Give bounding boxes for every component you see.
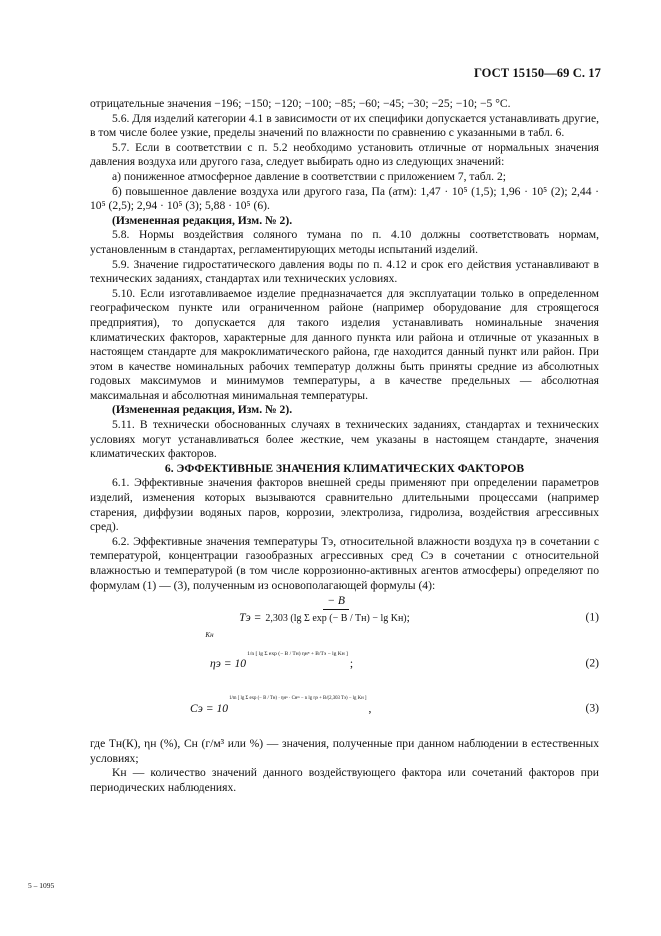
paragraph: 5.8. Нормы воздействия соляного тумана по п. 4.10 должны соответствовать нормам, установленным в стандартах, регламентирующих методы испытаний изделий. — [90, 228, 599, 256]
paragraph: б) повышенное давление воздуха или другого газа, Па (атм): 1,47 · 10⁵ (1,5); 1,96 · 10⁵ (2); 2,44 · 10⁵ (2,5); 2,94 · 10⁵ (3); 5,88 · 10⁵ (6). — [90, 184, 599, 213]
paragraph: 5.10. Если изготавливаемое изделие предназначается для эксплуатации только в определенном географическом пункте или ограниченном районе (например оборудование для строящегося предприятия), то допускается для такого изделия устанавливать номинальные значения климатических факторов, характерные для данного пункта или района и отличные от указанных в настоящем стандарте для макроклиматического района, где находится данный пункт или район. При этом в качестве номинальных рабочих температур должны быть приняты средние из абсолютных годовых максимумов и минимумов температуры, а в качестве предельных — абсолютная максимальная и абсолютная минимальная температуры. — [90, 286, 599, 402]
formula-exponent: 1/n [ lg Σ exp (− B / Tн) ηнⁿ + B/Tэ − lg Kн ] — [247, 650, 348, 657]
paragraph: отрицательные значения −196; −150; −120; −100; −85; −60; −45; −30; −25; −10; −5 °С. — [90, 97, 511, 110]
formula-1 — [90, 595, 599, 641]
formula-tail: ; — [406, 610, 410, 624]
paragraph: 6.2. Эффективные значения температуры Tэ, относительной влажности воздуха ηэ в сочетании с температурой, концентрации газообразных агрессивных сред Cэ в сочетании с относительной влажностью и температурой (в том числе коррозионно-активных агентов атмосферы) определяют по формулам (1) — (3), полученным из основополагающей формулы (4): — [90, 534, 599, 592]
formula-numerator: − B — [323, 594, 349, 611]
paragraph: 5.6. Для изделий категории 4.1 в зависимости от их специфики допускается устанавливать другие, в том числе более узкие, пределы значений по влажности по сравнению с указанными в табл. 6. — [90, 111, 599, 140]
formula-lhs: ηэ = 10 — [210, 656, 247, 670]
formula-2 — [90, 643, 599, 685]
formula-number: (1) — [585, 610, 599, 624]
page-header: ГОСТ 15150—69 С. 17 — [473, 66, 601, 80]
page-footer-code: 5 – 1095 — [28, 881, 55, 890]
amendment-note: (Измененная редакция, Изм. № 2). — [112, 403, 293, 417]
formula-exponent: 1/m [ lg Σ exp (− B / Tн) · ηнⁿ · Cнᵐ − n lg ηэ + B/(2,303 Tэ) − lg Kн ] — [229, 695, 367, 701]
paragraph: а) пониженное атмосферное давление в соответствии с приложением 7, табл. 2; — [112, 169, 507, 183]
formula-sub: Kн — [205, 630, 214, 639]
amendment-note: (Измененная редакция, Изм. № 2). — [112, 213, 293, 227]
formula-3 — [90, 687, 599, 731]
formula-denominator: 2,303 (lg Σ exp (− B / Tн) − lg Kн) — [265, 613, 407, 625]
formula-number: (2) — [585, 656, 599, 670]
formula-lhs: Tэ = — [239, 610, 262, 624]
paragraph: Kн — количество значений данного воздействующего фактора или сочетаний факторов при периодических наблюдениях. — [90, 766, 599, 794]
paragraph: где Tн(К), ηн (%), Cн (г/м³ или %) — значения, полученные при данном наблюдении в естественных условиях; — [90, 737, 599, 765]
formula-tail: , — [368, 701, 372, 715]
formula-lhs: Cэ = 10 — [190, 701, 229, 715]
formula-tail: ; — [349, 656, 354, 670]
document-body — [90, 97, 599, 796]
paragraph: 5.7. Если в соответствии с п. 5.2 необходимо установить отличные от нормальных значения давления воздуха или другого газа, следует выбирать одно из следующих значений: — [90, 140, 599, 169]
section-heading: 6. ЭФФЕКТИВНЫЕ ЗНАЧЕНИЯ КЛИМАТИЧЕСКИХ ФАКТОРОВ — [164, 461, 525, 475]
paragraph: 6.1. Эффективные значения факторов внешней среды применяют при определении параметров изделий, изменения которых вызываются сравнительно длительными процессами (например старения, диффузии водяных паров, коррозии, электролиза, гидролиза, воздействия агрессивных сред). — [90, 476, 599, 534]
formula-number: (3) — [585, 701, 599, 715]
paragraph: 5.11. В технически обоснованных случаях в технических заданиях, стандартах и технических условиях могут устанавливаться более жесткие, чем указаны в настоящем стандарте, значения климатических факторов. — [90, 418, 599, 461]
paragraph: 5.9. Значение гидростатического давления воды по п. 4.12 и срок его действия устанавливают в технических заданиях, стандартах или технических условиях. — [90, 257, 599, 286]
